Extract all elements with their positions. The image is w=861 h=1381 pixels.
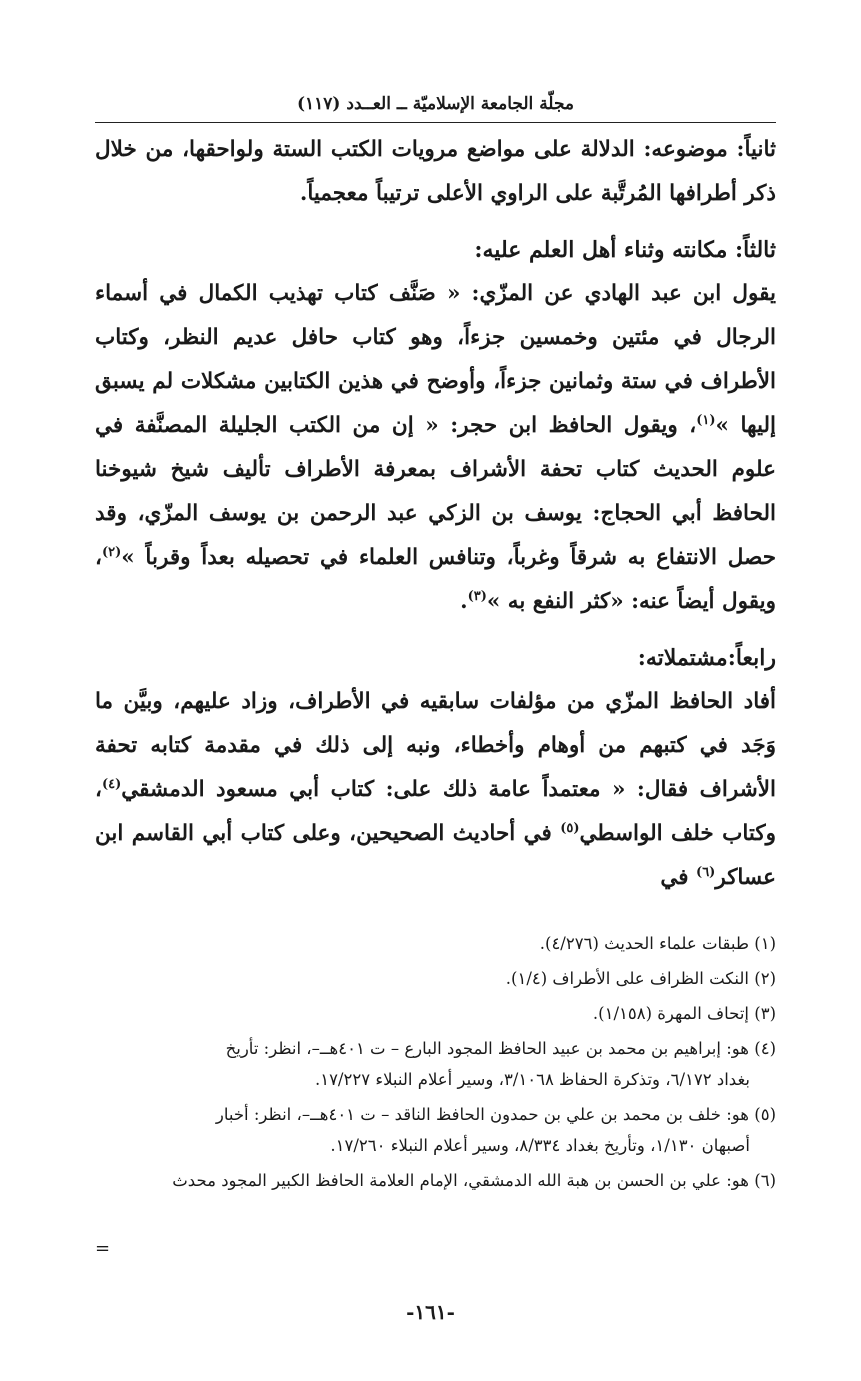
section-heading-status: ثالثاً: مكانته وثناء أهل العلم عليه: xyxy=(474,237,776,263)
praise-text-4: . xyxy=(460,589,468,614)
praise-text-3: ، ويقول أيضاً عنه: «كثر النفع به » xyxy=(95,545,776,614)
contents-text-1: أفاد الحافظ المزّي من مؤلفات سابقيه في الأطراف، وزاد عليهم، وبيَّن ما وَجَد في كتبهم من أوهام وأخطاء، ونبه إلى ذلك في مقدمة كتابه تحفة الأشراف فقال: « معتمداً عامة ذلك على: كتاب أبي مسعود الدمشقي xyxy=(95,689,776,802)
page-number: -١٦١- xyxy=(406,1300,455,1324)
footnote-ref-3[interactable]: (٣) xyxy=(467,588,487,604)
footnote-4-continuation: بغداد ٦/١٧٢، وتذكرة الحفاظ ٣/١٠٦٨، وسير أعلام النبلاء ١٧/٢٢٧. xyxy=(314,1070,750,1089)
footnote-5-text: (٥) هو: خلف بن محمد بن علي بن حمدون الحافظ الناقد – ت ٤٠١هــ–، انظر: أخبار xyxy=(215,1105,776,1124)
footnote-ref-6[interactable]: (٦) xyxy=(696,864,716,880)
section-heading-contents: رابعاً:مشتملاته: xyxy=(637,645,776,671)
footnote-2-text: (٢) النكت الظراف على الأطراف (١/٤). xyxy=(505,969,776,988)
paragraph-contents xyxy=(95,680,776,900)
footnotes-section xyxy=(95,928,776,1258)
footnote-ref-5[interactable]: (٥) xyxy=(560,820,580,836)
footnote-1-text: (١) طبقات علماء الحديث (٤/٢٧٦). xyxy=(539,934,776,953)
main-text xyxy=(95,128,776,913)
footnote-4 xyxy=(95,1033,776,1095)
footnote-6 xyxy=(95,1165,776,1196)
paragraph-praise xyxy=(95,272,776,624)
header-rule xyxy=(95,122,776,123)
footnote-5 xyxy=(95,1099,776,1161)
praise-text-2: ، ويقول الحافظ ابن حجر: « إن من الكتب الجليلة المصنَّفة في علوم الحديث كتاب تحفة الأشراف بمعرفة الأطراف تأليف شيخ شيوخنا الحافظ أبي الحجاج: يوسف بن الزكي عبد الرحمن بن يوسف المزّي، وقد حصل الانتفاع به شرقاً وغرباً، وتنافس العلماء في تحصيله بعداً وقرباً » xyxy=(95,413,776,570)
footnote-4-text: (٤) هو: إبراهيم بن محمد بن عبيد الحافظ المجود البارع – ت ٤٠١هــ–، انظر: تأريخ xyxy=(225,1039,776,1058)
contents-text-4: في xyxy=(660,865,697,890)
footnote-ref-1[interactable]: (١) xyxy=(696,412,716,428)
contents-text-2: ، وكتاب خلف الواسطي xyxy=(95,777,776,846)
paragraph-subject: ثانياً: موضوعه: الدلالة على مواضع مرويات الكتب الستة ولواحقها، من خلال ذكر أطرافها المُرتَّبة على الراوي الأعلى ترتيباً معجمياً. xyxy=(95,137,776,206)
contents-text-3: في أحاديث الصحيحين، وعلى كتاب أبي القاسم ابن عساكر xyxy=(95,821,776,890)
footnote-5-continuation: أصبهان ١/١٣٠، وتأريخ بغداد ٨/٣٣٤، وسير أعلام النبلاء ١٧/٢٦٠. xyxy=(330,1136,750,1155)
footnote-3 xyxy=(95,998,776,1029)
footnote-1 xyxy=(95,928,776,959)
running-header: مجلّة الجامعة الإسلاميّة ــ العــدد (١١٧) xyxy=(296,94,575,114)
continuation-mark: = xyxy=(95,1238,111,1259)
footnote-3-text: (٣) إتحاف المهرة (١/١٥٨). xyxy=(592,1004,776,1023)
footnote-ref-4[interactable]: (٤) xyxy=(101,776,122,792)
footnote-ref-2[interactable]: (٢) xyxy=(101,544,122,560)
footnote-2 xyxy=(95,963,776,994)
praise-text-1: يقول ابن عبد الهادي عن المزّي: « صَنَّف كتاب تهذيب الكمال في أسماء الرجال في مئتين وخمسين جزءاً، وهو كتاب حافل عديم النظر، وكتاب الأطراف في ستة وثمانين جزءاً، وأوضح في هذين الكتابين مشكلات لم يسبق إليها » xyxy=(95,281,776,438)
footnote-6-text: (٦) هو: علي بن الحسن بن هبة الله الدمشقي، الإمام العلامة الحافظ الكبير المجود محدث xyxy=(172,1171,776,1190)
